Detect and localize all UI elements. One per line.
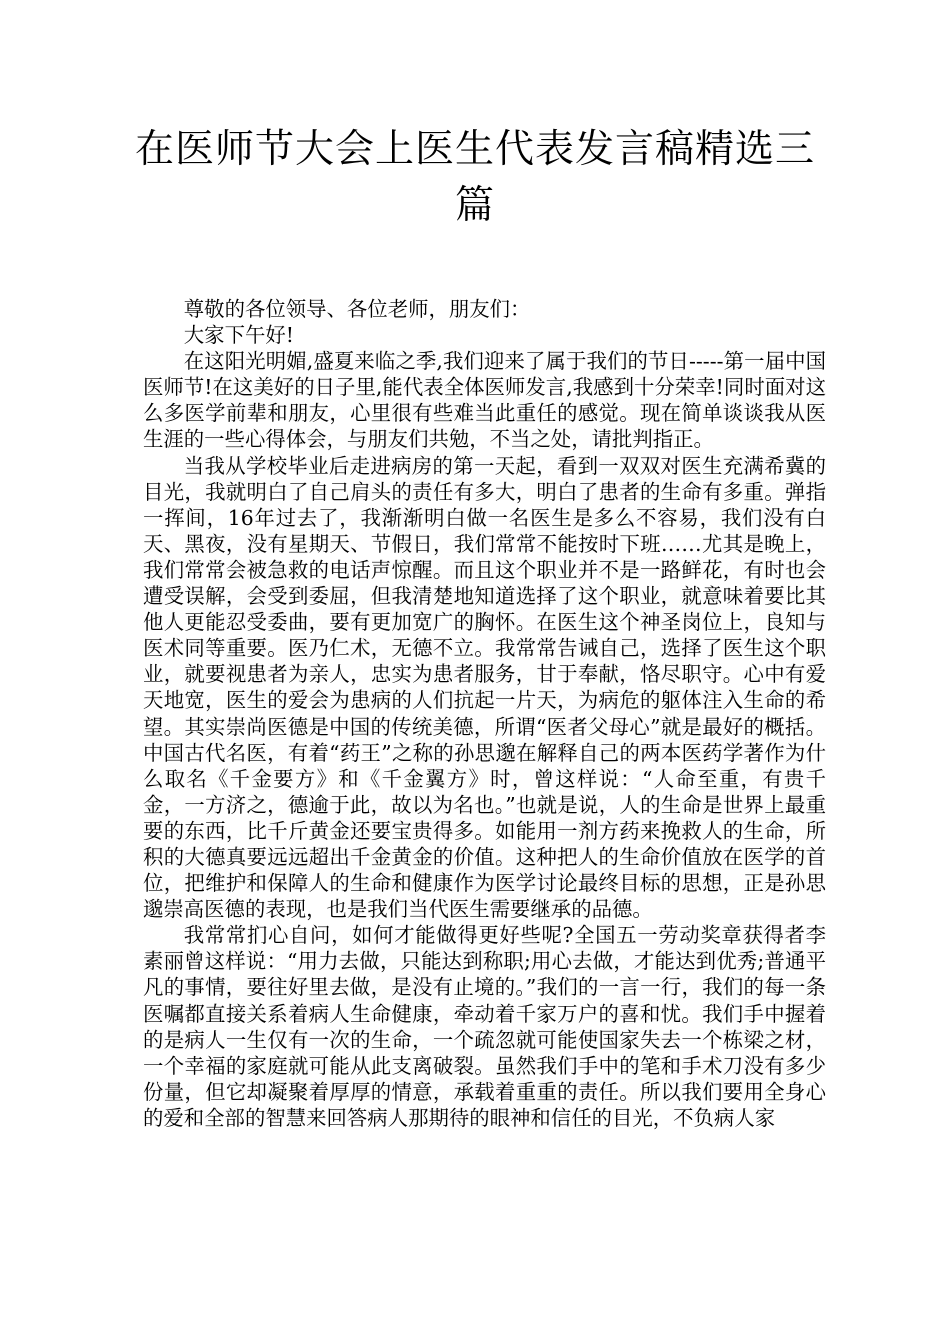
- greeting-paragraph: 尊敬的各位领导、各位老师，朋友们：: [183, 297, 531, 321]
- document-body: [143, 296, 826, 1131]
- body-paragraph: 在这阳光明媚,盛夏来临之季,我们迎来了属于我们的节日-----第一届中国医师节!在这美好的日子里,能代表全体医师发言,我感到十分荣幸!同时面对这么多医学前辈和朋友，心里很有些难当此重任的感觉。现在简单谈谈我从医生涯的一些心得体会，与朋友们共勉，不当之处，请批判指正。: [143, 349, 826, 452]
- body-paragraph: 我常常扪心自问，如何才能做得更好些呢?全国五一劳动奖章获得者李素丽曾这样说：“用力去做，只能达到称职;用心去做，才能达到优秀;普通平凡的事情，要往好里去做，是没有止境的。”我们的一言一行，我们的每一条医嘱都直接关系着病人生命健康，牵动着千家万户的喜和忧。我们手中握着的是病人一生仅有一次的生命，一个疏忽就可能使国家失去一个栋梁之材，一个幸福的家庭就可能从此支离破裂。虽然我们手中的笔和手术刀没有多少份量，但它却凝聚着厚厚的情意，承载着重重的责任。所以我们要用全身心的爱和全部的智慧来回答病人那期待的眼神和信任的目光，不负病人家: [143, 923, 826, 1130]
- document-title: 在医师节大会上医生代表发言稿精选三篇: [134, 127, 815, 228]
- salutation-paragraph: 大家下午好!: [183, 323, 294, 348]
- body-paragraph: 当我从学校毕业后走进病房的第一天起，看到一双双对医生充满希冀的目光，我就明白了自己肩头的责任有多大，明白了患者的生命有多重。弹指一挥间，16年过去了，我渐渐明白做一名医生是多么不容易，我们没有白天、黑夜，没有星期天、节假日，我们常常不能按时下班……尤其是晚上，我们常常会被急救的电话声惊醒。而且这个职业并不是一路鲜花，有时也会遭受误解，会受到委屈，但我清楚地知道选择了这个职业，就意味着要比其他人更能忍受委曲，要有更加宽广的胸怀。在医生这个神圣岗位上，良知与医术同等重要。医乃仁术，无德不立。我常常告诫自己，选择了医生这个职业，就要视患者为亲人，忠实为患者服务，甘于奉献，恪尽职守。心中有爱天地宽，医生的爱会为患病的人们抗起一片天，为病危的躯体注入生命的希望。其实崇尚医德是中国的传统美德，所谓“医者父母心”就是最好的概括。中国古代名医，有着“药王”之称的孙思邈在解释自己的两本医药学著作为什么取名《千金要方》和《千金翼方》时，曾这样说：“人命至重，有贵千金，一方济之，德逾于此，故以为名也。”也就是说，人的生命是世界上最重要的东西，比千斤黄金还要宝贵得多。如能用一剂方药来挽救人的生命，所积的大德真要远远超出千金黄金的价值。这种把人的生命价值放在医学的首位，把维护和保障人的生命和健康作为医学讨论最终目标的思想，正是孙思邈崇高医德的表现，也是我们当代医生需要继承的品德。: [143, 453, 826, 922]
